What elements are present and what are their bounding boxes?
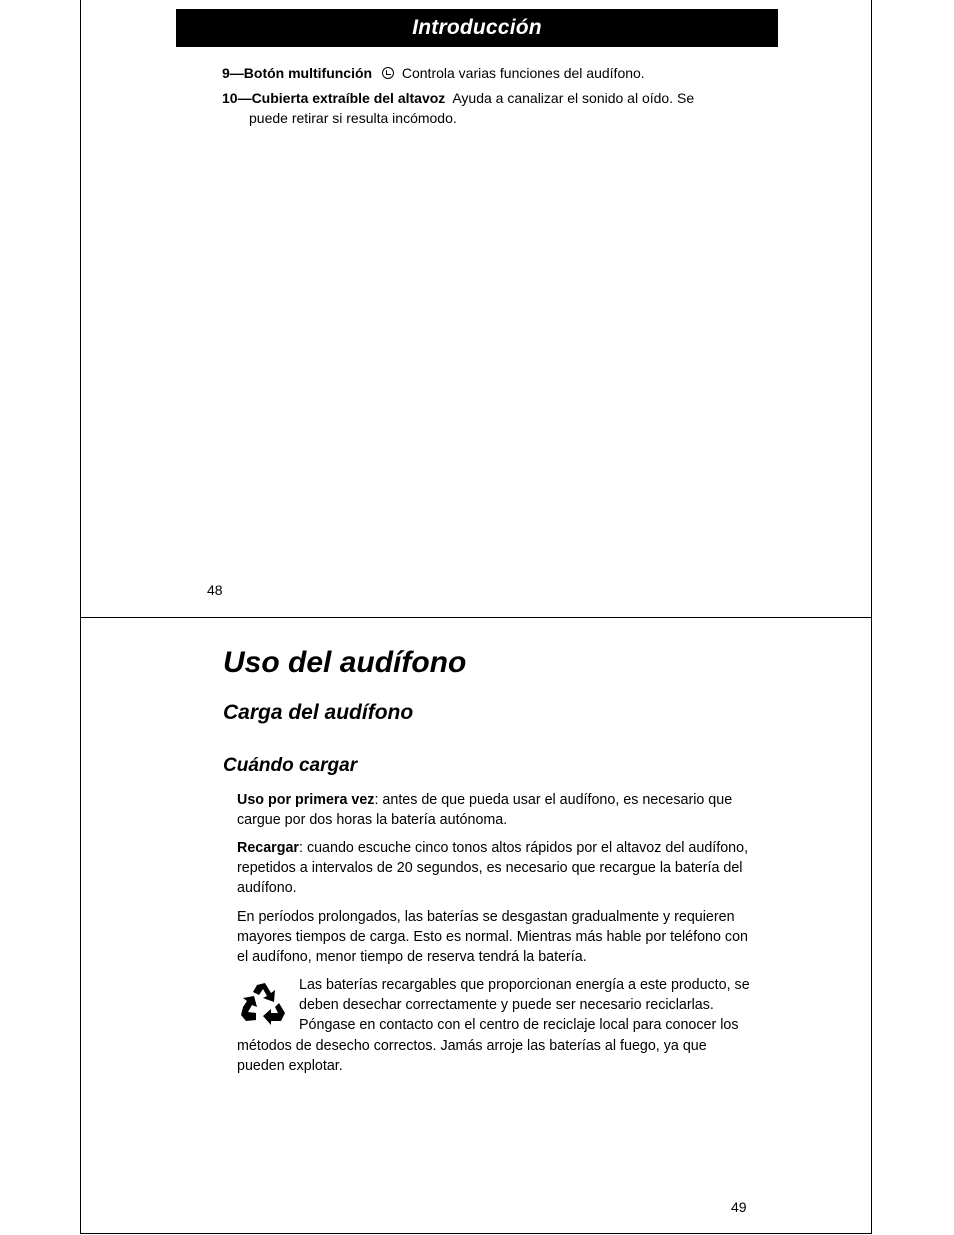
paragraph-lead: Uso por primera vez [237, 792, 375, 808]
paragraph-first-use [237, 790, 752, 830]
item-label: 9—Botón multifunción [222, 65, 373, 81]
paragraph-text: : cuando escuche cinco tonos altos rápidos por el altavoz del audífono, repetidos a intervalos de 20 segundos, es necesario que recargue la batería del audífono. [237, 840, 749, 897]
recycle-icon [237, 979, 289, 1027]
list-item-speaker-cover [222, 88, 762, 128]
paragraph-recharge [237, 838, 752, 899]
list-item-multifunction-button [222, 63, 762, 83]
paragraph-text: En períodos prolongados, las baterías se desgastan gradualmente y requieren mayores tiempos de carga. Esto es normal. Mientras más hable por teléfono con el audífono, menor tiempo de reserva tendrá la batería. [237, 909, 748, 966]
section-banner [176, 9, 778, 47]
recycle-notice [237, 975, 752, 1076]
page-title: Uso del audífono [223, 646, 467, 679]
item-text: Controla varias funciones del audífono. [401, 65, 645, 81]
page-number: 49 [731, 1199, 747, 1215]
page-number: 48 [207, 582, 223, 598]
paragraph-battery-wear [237, 907, 752, 968]
item-text-continued: puede retirar si resulta incómodo. [249, 110, 457, 126]
banner-title: Introducción [412, 16, 542, 39]
section-heading: Cuándo cargar [223, 755, 358, 776]
paragraph-text: : antes de que pueda usar el audífono, es necesario que cargue por dos horas la batería autónoma. [237, 792, 733, 829]
multifunction-button-icon [382, 67, 394, 79]
paragraph-lead: Recargar [237, 840, 299, 856]
recycle-note-text: Las baterías recargables que proporcionan energía a este producto, se deben desechar correctamente y puede ser necesario reciclarlas. Póngase en contacto con el centro de reciclaje local para conocer los métodos de desecho correctos. Jamás arroje las baterías al fuego, ya que pueden explotar. [237, 977, 750, 1074]
item-text: Ayuda a canalizar el sonido al oído. Se [452, 90, 695, 106]
item-label: 10—Cubierta extraíble del altavoz [222, 90, 446, 106]
section-subtitle: Carga del audífono [223, 701, 414, 724]
